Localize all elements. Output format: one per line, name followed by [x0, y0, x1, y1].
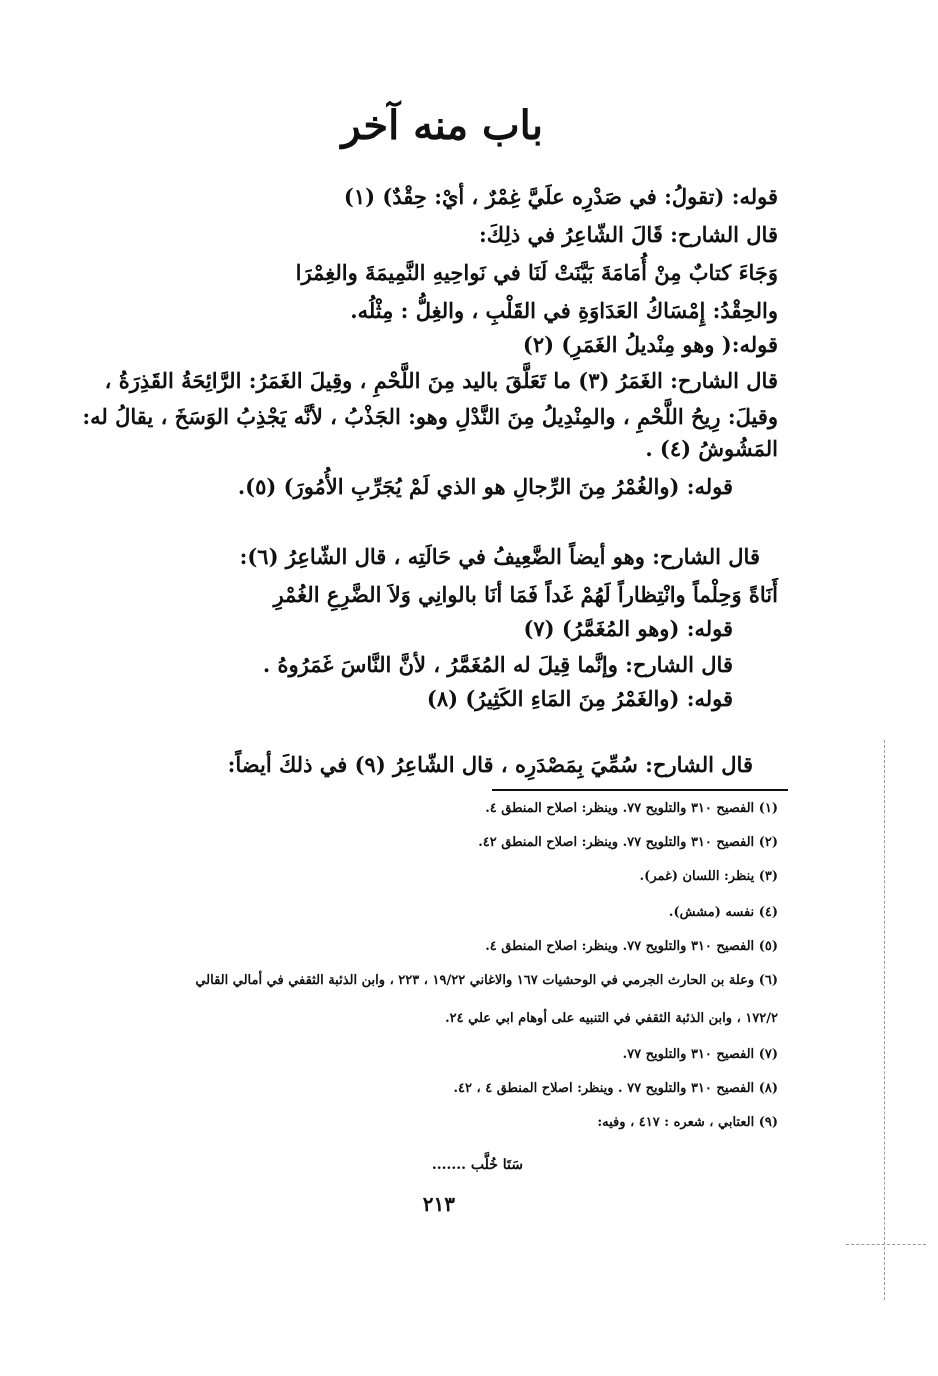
text-line: قال الشارح: قَالَ الشّاعِرُ في ذلِكَ:	[479, 222, 778, 247]
scan-edge-line	[884, 740, 885, 1300]
text-line: والحِقْدُ: إِمْسَاكُ العَدَاوَةِ في القَلْبِ ، والغِلُّ : مِثْلُه.	[350, 298, 778, 323]
footnote: (٦) وعلة بن الحارث الجرمي في الوحشيات ١٦٧ والاغاني ١٩/٢٢ ، ٢٢٣ ، وابن الذئبة الثقفي في أمالي القالي	[195, 973, 778, 988]
chapter-title: باب منه آخر	[341, 102, 543, 149]
footnote: (٩) العتابي ، شعره : ٤١٧ ، وفيه:	[597, 1115, 778, 1130]
text-line: قوله: (وهو المُغَمَّرُ) (٧)	[523, 616, 733, 641]
footnote: (٨) الفصيح ٣١٠ والتلويح ٧٧ . وينظر: اصلاح المنطق ٤ ، ٤٢.	[453, 1081, 778, 1096]
footnote: (٣) ينظر: اللسان (غمر).	[639, 869, 778, 884]
footnote: (٢) الفصيح ٣١٠ والتلويح ٧٧. وينظر: اصلاح المنطق ٤٢.	[478, 835, 778, 850]
text-line: قوله:( وهو مِنْديلُ الغَمَرِ) (٢)	[522, 332, 778, 357]
verse-line: أَنَاةً وَحِلْماً وانْتِظاراً لَهُمْ غَداً فَمَا أنَا بالوانِي وَلاَ الضَّرِعِ الغُمْرِ	[273, 582, 778, 607]
text-line: قال الشارح: وإنَّما قِيلَ له المُغَمَّرُ ، لأنَّ النَّاسَ غَمَرُوهُ .	[262, 652, 733, 677]
page-number: ٢١٣	[422, 1192, 455, 1216]
text-line: قال الشارح: الغَمَرُ (٣) ما تَعَلَّقَ باليد مِنَ اللَّحْمِ ، وقِيلَ الغَمَرُ: الرَّائِحَةُ القَذِرَةُ ،	[104, 368, 778, 393]
footnote: (٧) الفصيح ٣١٠ والتلويح ٧٧.	[622, 1047, 778, 1062]
text-line: قوله: (والغُمْرُ مِنَ الرِّجالِ هو الذي لَمْ يُجَرِّبِ الأُمُورَ) (٥).	[237, 474, 733, 499]
scan-edge-mark	[846, 1244, 926, 1245]
text-line: قال الشارح: وهو أيضاً الضَّعِيفُ في حَالَتِه ، قال الشّاعِرُ (٦):	[239, 544, 760, 569]
text-line: المَشُوشُ (٤) .	[645, 436, 778, 461]
text-line: قوله: (والغَمْرُ مِنَ المَاءِ الكَثِيرُ) (٨)	[426, 686, 733, 711]
text-line: قال الشارح: سُمِّيَ بِمَصْدَرِه ، قال الشّاعِرُ (٩) في ذلكَ أيضاً:	[227, 752, 753, 777]
footnote: ١٧٢/٢ ، وابن الذئبة الثقفي في التنبيه على أوهام ابي علي ٢٤.	[445, 1011, 778, 1026]
footnote-separator	[492, 789, 788, 791]
footnote: (٥) الفصيح ٣١٠ والتلويح ٧٧. وينظر: اصلاح المنطق ٤.	[485, 939, 778, 954]
verse-line: وَجَاءَ كتابٌ مِنْ أُمَامَةَ بَيَّنَتْ لَنَا في نَواحِيهِ النَّمِيمَةَ والغِمْرَا	[295, 260, 778, 285]
continuation-catchword: سَتَا خُلَّب .......	[431, 1157, 523, 1173]
text-line: وقيلَ: رِيحُ اللَّحْمِ ، والمِنْدِيلُ مِنَ النَّدْلِ وهو: الجَذْبُ ، لأنَّه يَجْذِبُ الوَسَخَ ، يقالُ له:	[82, 404, 778, 429]
footnote: (١) الفصيح ٣١٠ والتلويح ٧٧. وينظر: اصلاح المنطق ٤.	[485, 801, 778, 816]
text-line: قوله: (تقولُ: في صَدْرِه علَيَّ غِمْرٌ ، أيْ: حِقْدٌ) (١)	[343, 184, 778, 209]
footnote: (٤) نفسه (مشش).	[668, 905, 778, 920]
